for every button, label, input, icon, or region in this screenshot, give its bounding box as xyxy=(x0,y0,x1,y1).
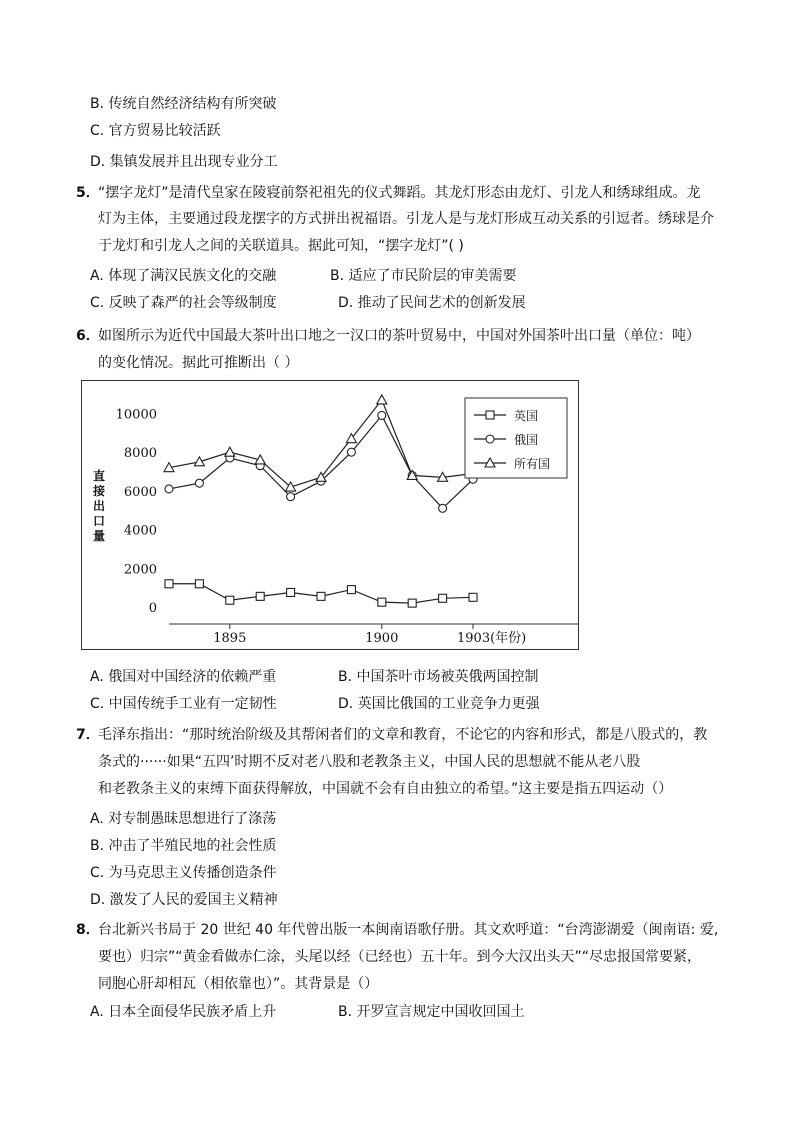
series-2-point xyxy=(225,447,235,456)
q6-option-d: D. 英国比俄国的工业竞争力更强 xyxy=(338,696,540,712)
q8-stem-line-2: 要也）归宗”“黄金看做赤仁涂，头尾以经（已经也）五十年。到今大汉出头天”“尽忠报国常要紧， xyxy=(98,949,702,965)
series-0-point xyxy=(195,580,203,588)
series-1-point xyxy=(378,411,386,419)
legend-label: 所有国 xyxy=(514,457,551,471)
series-1-point xyxy=(347,448,355,456)
chart-legend xyxy=(465,398,567,478)
legend-label: 俄国 xyxy=(514,433,539,447)
q6-option-b: B. 中国茶叶市场被英俄两国控制 xyxy=(338,669,539,685)
q7-stem-line-3: 和老教条主义的束缚下面获得解放，中国就不会有自由独立的希望。”这主要是指五四运动（） xyxy=(98,781,673,797)
q6-stem-line-2: 的变化情况。据此可推断出（ ） xyxy=(98,355,299,371)
q5-option-c: C. 反映了森严的社会等级制度 xyxy=(90,295,277,311)
series-2-point xyxy=(377,395,387,404)
series-0-point xyxy=(347,586,355,594)
q8-stem-line-3: 同胞心肝却相瓦（相依靠也）”。其背景是（） xyxy=(98,976,379,992)
q4-option-d: D. 集镇发展并且出现专业分工 xyxy=(90,154,278,170)
series-1-point xyxy=(165,485,173,493)
y-tick-label: 10000 xyxy=(115,407,157,423)
q7-stem-line-1: 毛泽东指出：“那时统治阶级及其帮闲者们的文章和教育，不论它的内容和形式，都是八股式的，教 xyxy=(98,727,708,743)
legend-label: 英国 xyxy=(514,409,539,423)
series-0-point xyxy=(408,599,416,607)
series-1-point xyxy=(439,504,447,512)
y-tick-label: 8000 xyxy=(123,446,157,462)
q5-option-d: D. 推动了民间艺术的创新发展 xyxy=(338,295,526,311)
series-0-point xyxy=(256,592,264,600)
q4-option-b: B. 传统自然经济结构有所突破 xyxy=(90,96,277,112)
q7-stem-line-2: 条式的······如果“五四’时期不反对老八股和老教条主义，中国人民的思想就不能从老八股 xyxy=(98,754,641,770)
y-axis-label-char: 出 xyxy=(92,499,106,513)
q4-option-c: C. 官方贸易比较活跃 xyxy=(90,123,221,139)
y-axis-label-char: 量 xyxy=(92,529,106,543)
legend-marker xyxy=(486,435,494,443)
tea-export-chart-svg xyxy=(81,380,579,650)
y-tick-label: 0 xyxy=(148,601,157,616)
series-0-point xyxy=(439,594,447,602)
q5-stem-line-2: 灯为主体，主要通过段龙摆字的方式拼出祝福语。引龙人是与龙灯形成互动关系的引逗者。绣球是介 xyxy=(98,211,714,227)
q6-number: 6． xyxy=(76,328,100,344)
series-0-point xyxy=(287,588,295,596)
series-0-point xyxy=(378,598,386,606)
y-axis-label-char: 口 xyxy=(92,514,106,528)
q7-option-c: C. 为马克思主义传播创造条件 xyxy=(90,865,277,881)
q7-number: 7． xyxy=(76,727,100,743)
q7-option-b: B. 冲击了半殖民地的社会性质 xyxy=(90,838,277,854)
y-axis-label xyxy=(92,468,105,543)
q5-stem-line-1: “摆字龙灯”是清代皇家在陵寝前祭祀祖先的仪式舞蹈。其龙灯形态由龙灯、引龙人和绣球组成。龙 xyxy=(98,185,701,201)
y-tick-label: 6000 xyxy=(123,484,157,500)
q8-option-a: A. 日本全面侵华民族矛盾上升 xyxy=(90,1004,277,1020)
q8-number: 8． xyxy=(76,922,100,938)
q8-option-b: B. 开罗宣言规定中国收回国土 xyxy=(338,1004,525,1020)
q5-stem-line-3: 于龙灯和引龙人之间的关联道具。据此可知，“摆字龙灯”( ) xyxy=(98,238,464,254)
q7-option-a: A. 对专制愚昧思想进行了涤荡 xyxy=(90,811,277,827)
series-0-point xyxy=(165,580,173,588)
q5-option-b: B. 适应了市民阶层的审美需要 xyxy=(330,268,517,284)
y-axis-label-char: 直 xyxy=(92,469,106,483)
series-1-point xyxy=(287,493,295,501)
q5-option-a: A. 体现了满汉民族文化的交融 xyxy=(90,268,277,284)
q8-stem-line-1: 台北新兴书局于 20 世纪 40 年代曾出版一本闽南语歌仔册。其文欢呼道：“台湾澎湖爱（闽南语: 爱, xyxy=(98,922,719,938)
series-0-point xyxy=(226,596,234,604)
q6-option-c: C. 中国传统手工业有一定韧性 xyxy=(90,696,277,712)
y-tick-label: 4000 xyxy=(123,523,157,539)
q7-option-d: D. 激发了人民的爱国主义精神 xyxy=(90,892,278,908)
x-tick-label: 1895 xyxy=(213,631,247,646)
legend-marker xyxy=(486,411,494,419)
q6-option-a: A. 俄国对中国经济的依赖严重 xyxy=(90,669,277,685)
tea-export-chart xyxy=(81,380,579,650)
series-1-point xyxy=(195,479,203,487)
x-tick-label: 1900 xyxy=(365,631,399,646)
series-0-point xyxy=(317,592,325,600)
series-line-1 xyxy=(169,415,473,508)
y-axis-label-char: 接 xyxy=(92,484,106,498)
y-tick-label: 2000 xyxy=(123,562,157,578)
q6-stem-line-1: 如图所示为近代中国最大茶叶出口地之一汉口的茶叶贸易中，中国对外国茶叶出口量（单位：吨） xyxy=(98,328,700,344)
x-tick-label: 1903(年份) xyxy=(457,631,527,646)
series-0-point xyxy=(469,593,477,601)
q5-number: 5． xyxy=(76,185,100,201)
